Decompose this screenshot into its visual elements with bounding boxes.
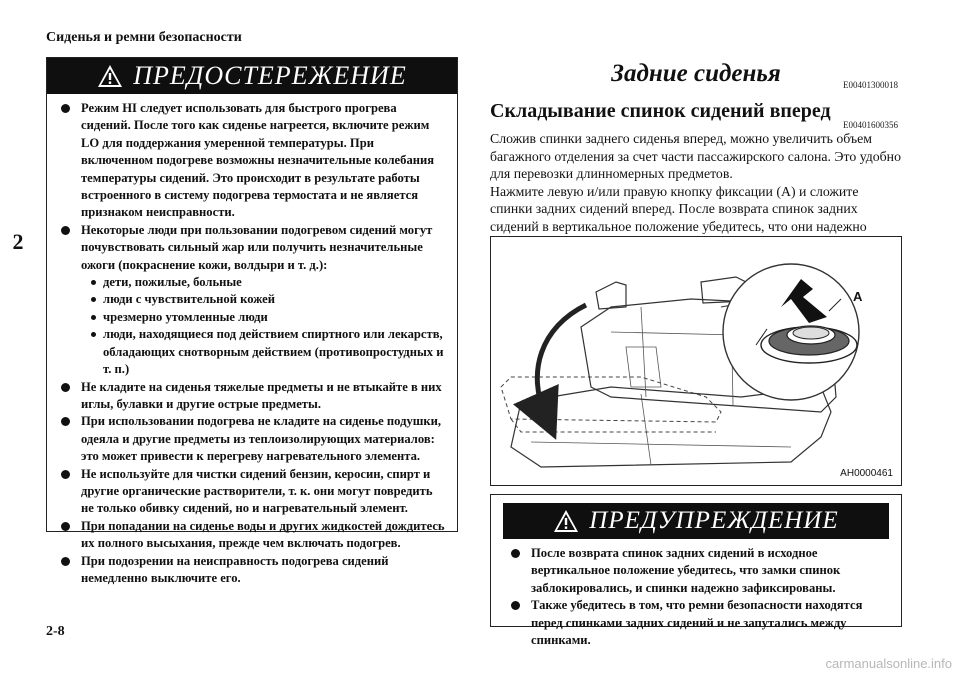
bullet [61,383,70,392]
warning-list [47,94,457,587]
caution-item: После возврата спинок задних сидений в исходное вертикальное положение убедитесь, что замки спинок заблокировались, и спинки надежно зафиксированы. [531,545,889,597]
warning-item: Не кладите на сиденья тяжелые предметы и не втыкайте в них иглы, булавки и другие острые предметы. [81,379,447,414]
warning-item: При попадании на сиденье воды и других жидкостей дождитесь их полного высыхания, прежде чем включать подогрев. [81,518,447,553]
subsection-code: E00401600356 [843,120,898,130]
caution-box [490,494,902,648]
chapter-tab: 2 [0,211,36,273]
warning-triangle-icon [97,64,123,88]
caution-list [491,539,901,649]
warning-subitem: люди, находящиеся под действием спиртного или лекарств, обладающих снотворным действием (противопростудных и т. п.) [103,326,447,378]
bullet [61,417,70,426]
seat-drawing [491,237,900,484]
bullet [61,470,70,479]
paragraph: Сложив спинки заднего сиденья вперед, можно увеличить объем багажного отделения за счет части пассажирского салона. Это удобно для перевозки длинномерных предметов. [490,131,901,182]
warning-subitem: люди с чувствительной кожей [103,291,447,308]
bullet [511,549,520,558]
warning-title: ПРЕДОСТЕРЕЖЕНИЕ [133,61,407,90]
warning-subitem: чрезмерно утомленные люди [103,309,447,326]
warning-item: Не используйте для чистки сидений бензин, керосин, спирт и другие органические растворители, т. к. они могут повредить не только обивку сидений, но и нагревательный элемент. [81,466,447,518]
figure-code: AH0000461 [840,468,893,479]
warning-item: Режим HI следует использовать для быстрого прогрева сидений. После того как сиденье нагреется, включите режим LO для поддержания умеренной температуры. При включенном подогреве возможны незначительные колебания температуры сидений. Это происходит в результате работы встроенного в систему подогрева термостата и не является признаком неисправности. [81,100,447,222]
watermark: carmanualsonline.info [825,656,952,671]
warning-triangle-icon [553,509,579,533]
warning-box [46,57,458,585]
bullet [61,557,70,566]
caution-item: Также убедитесь в том, что ремни безопасности находятся перед спинками задних сидений и не запутались между спинками. [531,597,889,649]
warning-header [47,58,457,94]
caution-header [503,503,889,539]
bullet [61,522,70,531]
paragraph: Нажмите левую и/или правую кнопку фиксации (A) и сложите спинки задних сидений вперед. После возврата спинок задних сидений в вертикальное положение убедитесь, что они надежно [490,183,867,234]
warning-subitem: дети, пожилые, больные [103,274,447,291]
warning-sublist [81,274,447,378]
bullet [511,601,520,610]
warning-item: При подозрении на неисправность подогрева сидений немедленно выключите его. [81,553,447,588]
running-header: Сиденья и ремни безопасности [46,30,242,45]
page-number: 2-8 [46,624,65,639]
section-title: Задние сиденья [611,60,781,87]
body-text [490,130,902,253]
warning-item: При использовании подогрева не кладите на сиденье подушки, одеяла и другие предметы из теплоизолирующих материалов: это может привести к перегреву нагревательного элемента. [81,413,447,465]
callout-label-a: A [853,289,863,304]
bullet [61,226,70,235]
subsection-title: Складывание спинок сидений вперед [490,100,831,122]
section-code: E00401300018 [843,80,898,90]
bullet [61,104,70,113]
seat-illustration [490,236,902,486]
caution-title: ПРЕДУПРЕЖДЕНИЕ [589,507,839,534]
warning-item: Некоторые люди при пользовании подогревом сидений могут почувствовать сильный жар или получить незначительные ожоги (покраснение кожи, волдыри и т. д.): дети, пожилые, больные люди с чувствительной кожей чрезмерно утомленные люди люди, находящиеся под действием спиртного или лекарств, обладающих снотворным действием (противопростудных и т. п.) [81,222,447,379]
